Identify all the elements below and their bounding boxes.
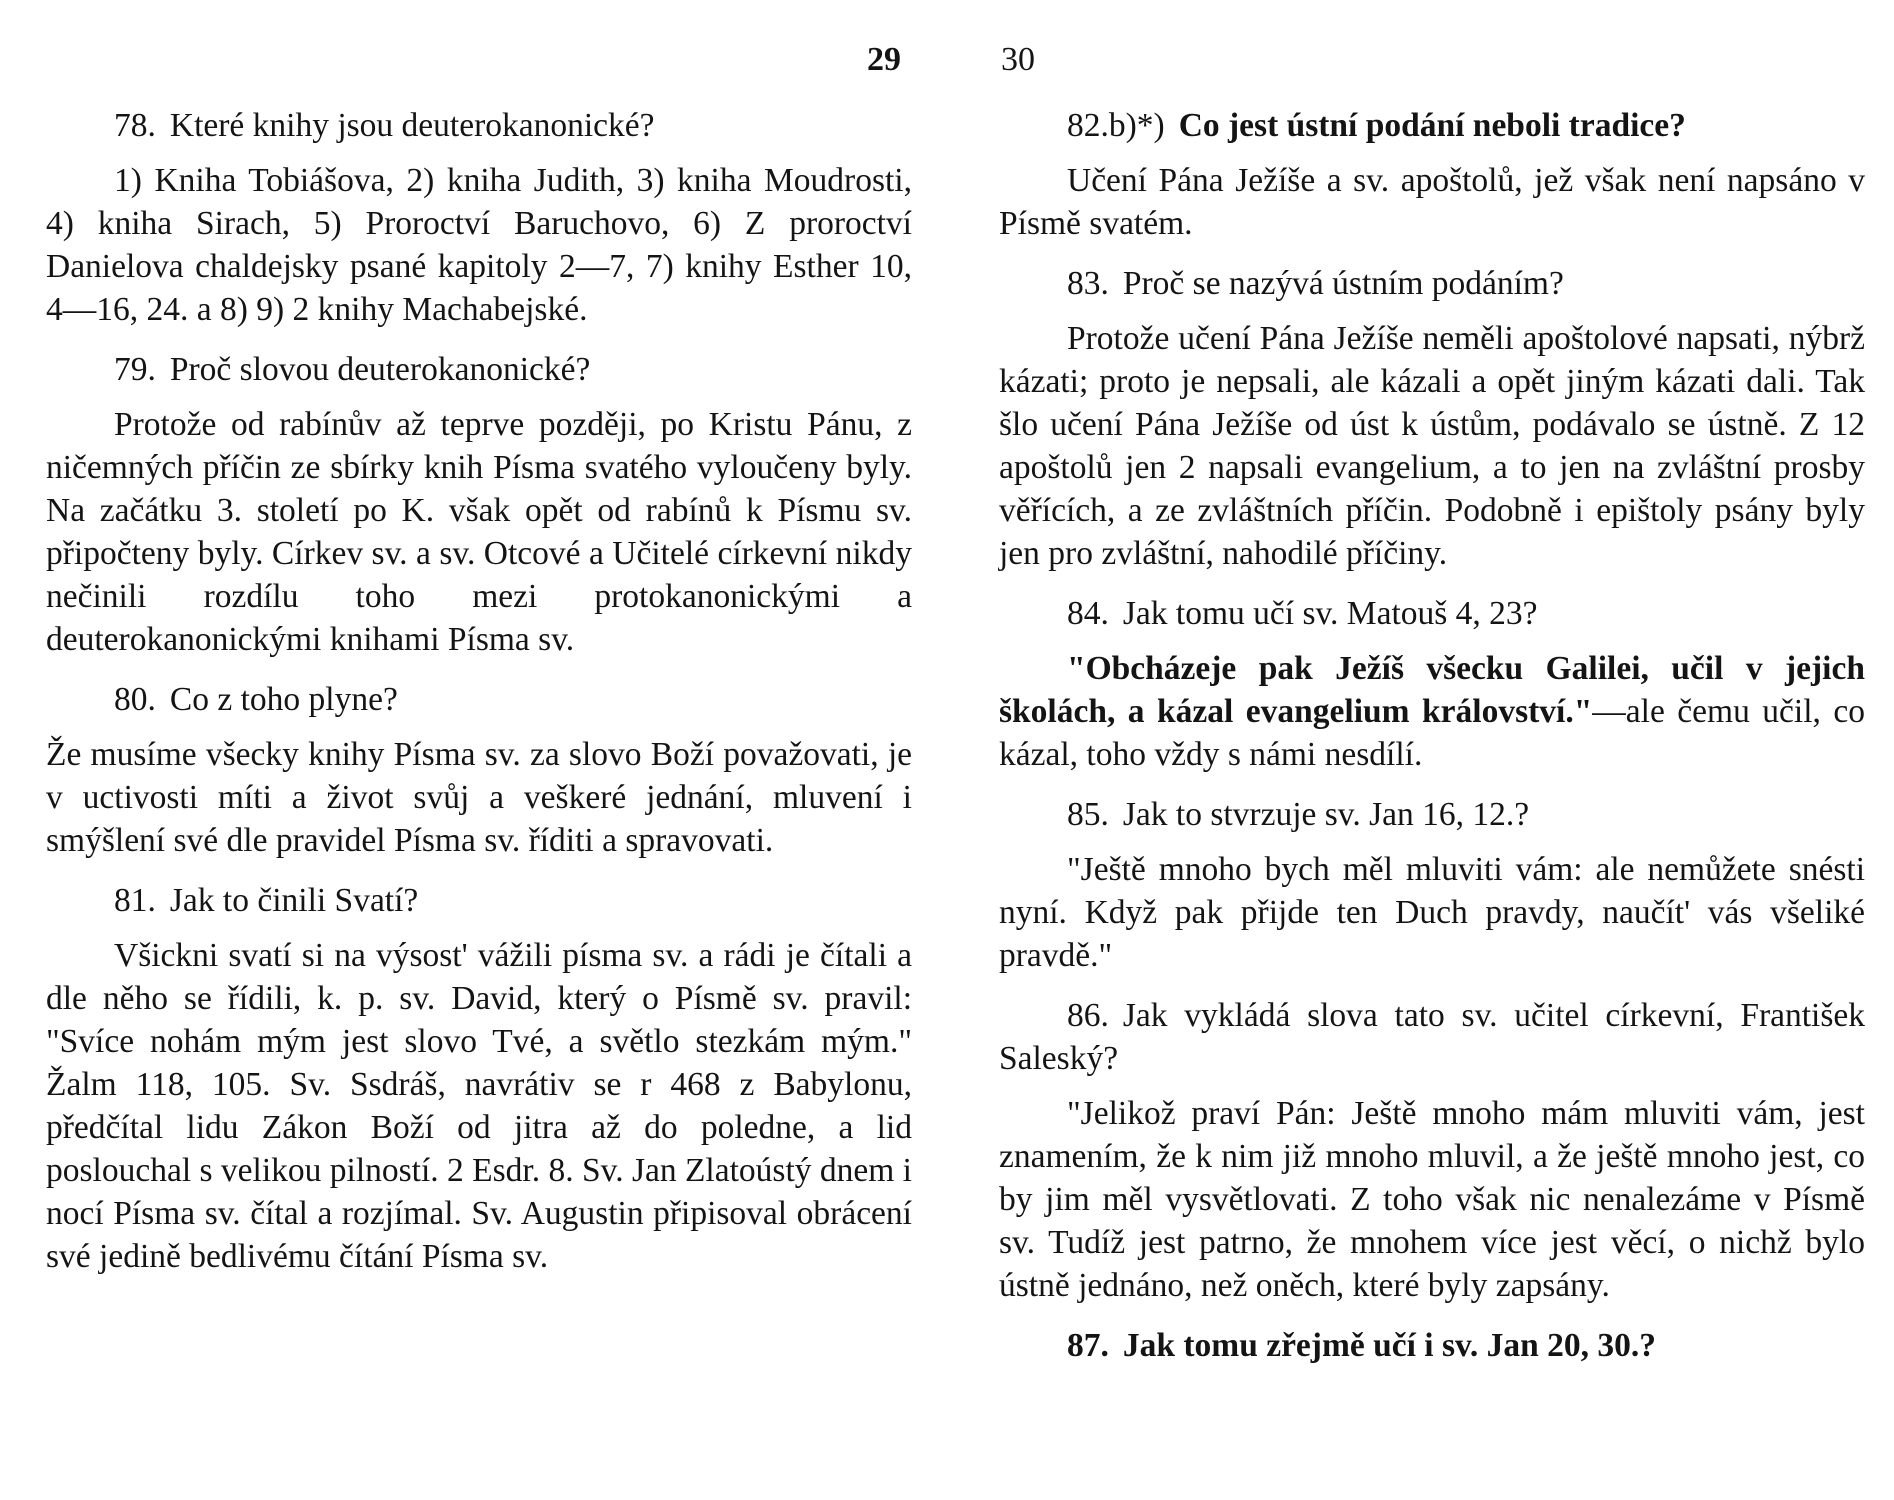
question-83 xyxy=(999,262,1865,305)
answer-83: Protože učení Pána Ježíše neměli apoštolové napsati, nýbrž kázati; proto je nepsali, ale kázali a opět jiným kázati dali. Tak šlo učení Pána Ježíše od úst k ústům, podávalo se ústně. Z 12 apoštolů jen 2 napsali evangelium, a to jen na zvláštní prosby věřících, a ze zvláštních příčin. Podobně i epištoly psány byly jen pro zvláštní, nahodilé příčiny. xyxy=(999,320,1865,572)
question-number: 85. xyxy=(1067,796,1109,833)
answer-84-rest: —ale čemu učil, co kázal, toho vždy s námi nesdílí. xyxy=(999,693,1865,773)
question-number: 84. xyxy=(1067,595,1109,632)
question-number: 87. xyxy=(1067,1327,1109,1364)
question-text: Co jest ústní podání neboli tradice? xyxy=(1178,107,1686,144)
answer-82b: Učení Pána Ježíše a sv. apoštolů, jež však není napsáno v Písmě svatém. xyxy=(999,162,1865,242)
answer-84 xyxy=(999,647,1865,776)
right-text-column xyxy=(999,104,1865,1367)
question-number: 81. xyxy=(114,882,156,919)
question-number: 82.b)*) xyxy=(1067,107,1165,144)
question-82b xyxy=(999,104,1865,147)
answer-80: Že musíme všecky knihy Písma sv. za slovo Boží považovati, je v uctivosti míti a život svůj a veškeré jednání, mluvení i smýšlení své dle pravidel Písma sv. říditi a spravovati. xyxy=(46,736,912,859)
page-number-left: 29 xyxy=(867,41,901,78)
answer-79: Protože od rabínův až teprve později, po Kristu Pánu, z ničemných příčin ze sbírky knih Písma svatého vyloučeny byly. Na začátku 3. století po K. však opět od rabínů k Písmu sv. připočteny byly. Církev sv. a sv. Otcové a Učitelé církevní nikdy nečinili rozdílu toho mezi protokanonickými a deuterokanonickými knihami Písma sv. xyxy=(46,406,912,658)
question-78 xyxy=(46,104,912,147)
question-87 xyxy=(999,1324,1865,1367)
question-text: Proč slovou deuterokanonické? xyxy=(169,351,591,388)
question-79 xyxy=(46,348,912,391)
question-text: Které knihy jsou deuterokanonické? xyxy=(169,107,655,144)
question-84 xyxy=(999,592,1865,635)
question-number: 83. xyxy=(1067,265,1109,302)
question-text: Jak to stvrzuje sv. Jan 16, 12.? xyxy=(1122,796,1530,833)
left-text-column xyxy=(46,104,912,1278)
question-number: 80. xyxy=(114,681,156,718)
question-text: Jak tomu učí sv. Matouš 4, 23? xyxy=(1122,595,1538,632)
question-text: Jak vykládá slova tato sv. učitel církevní, František Saleský? xyxy=(999,997,1865,1077)
question-number: 78. xyxy=(114,107,156,144)
page-number-right: 30 xyxy=(1001,41,1035,78)
answer-86: "Jelikož praví Pán: Ještě mnoho mám mluviti vám, jest znamením, že k nim již mnoho mluvil, a že ještě mnoho jest, co by jim měl vysvětlovati. Z toho však nic nenalezáme v Písmě sv. Tudíž jest patrno, že mnohem více jest věcí, o nichž bylo ústně jednáno, než oněch, které byly zapsány. xyxy=(999,1095,1865,1304)
question-80 xyxy=(46,678,912,721)
question-text: Co z toho plyne? xyxy=(169,681,398,718)
question-number: 86. xyxy=(1067,997,1109,1034)
question-number: 79. xyxy=(114,351,156,388)
question-text: Jak to činili Svatí? xyxy=(169,882,419,919)
answer-78: 1) Kniha Tobiášova, 2) kniha Judith, 3) kniha Moudrosti, 4) kniha Sirach, 5) Proroctví Baruchovo, 6) Z proroctví Danielova chaldejsky psané kapitoly 2—7, 7) knihy Esther 10, 4—16, 24. a 8) 9) 2 knihy Machabejské. xyxy=(46,162,912,328)
question-86 xyxy=(999,994,1865,1080)
question-81 xyxy=(46,879,912,922)
question-text: Jak tomu zřejmě učí i sv. Jan 20, 30.? xyxy=(1122,1327,1657,1364)
answer-84-quote: "Obcházeje pak Ježíš všecku Galilei, učil v jejich školách, a kázal evangelium království." xyxy=(999,650,1865,730)
answer-81: Všickni svatí si na výsost' vážili písma sv. a rádi je čítali a dle něho se řídili, k. p. sv. David, který o Písmě sv. pravil: "Svíce nohám mým jest slovo Tvé, a světlo stezkám mým." Žalm 118, 105. Sv. Ssdráš, navrátiv se r 468 z Babylonu, předčítal lidu Zákon Boží od jitra až do poledne, a lid poslouchal s velikou pilností. 2 Esdr. 8. Sv. Jan Zlatoústý dnem i nocí Písma sv. čítal a rozjímal. Sv. Augustin připisoval obrácení své jedině bedlivému čítání Písma sv. xyxy=(46,937,912,1275)
question-85 xyxy=(999,793,1865,836)
question-text: Proč se nazývá ústním podáním? xyxy=(1122,265,1564,302)
answer-85: "Ještě mnoho bych měl mluviti vám: ale nemůžete snésti nyní. Když pak přijde ten Duch pravdy, naučít' vás všeliké pravdě." xyxy=(999,851,1865,974)
right-page xyxy=(947,0,1894,1500)
